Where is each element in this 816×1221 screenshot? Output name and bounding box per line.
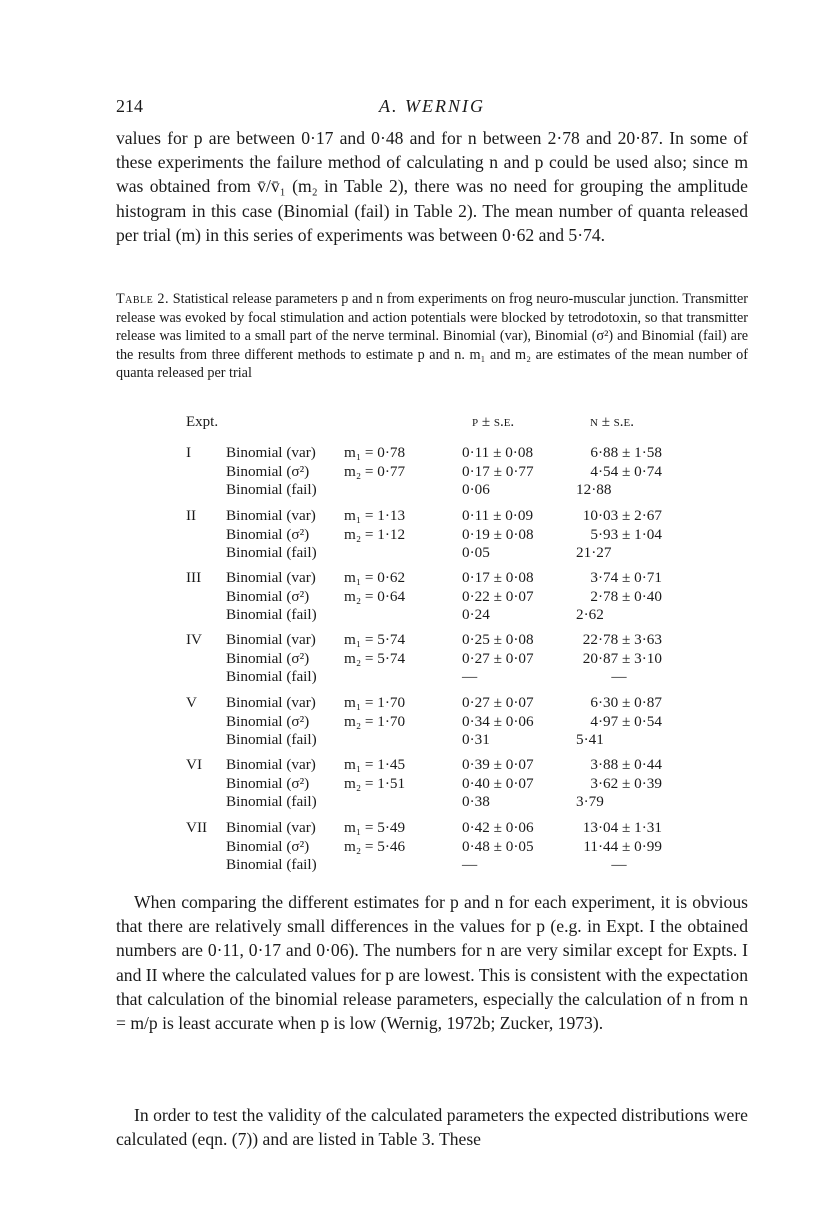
paragraph-validity: In order to test the validity of the calculated parameters the expected distributions were calculated (eqn. (7)) and are listed in Table 3. These [116, 1105, 748, 1150]
cell-n: 5·93 ± 1·04 [590, 525, 662, 543]
cell-m: m₂ = 0·64 [344, 587, 406, 605]
cell-method: Binomial (var) [226, 569, 316, 586]
cell-m: m₂ = 0·77 [344, 462, 406, 480]
table-caption [116, 290, 748, 383]
cell-p: 0·11 ± 0·08 [462, 444, 534, 461]
cell-p: 0·19 ± 0·08 [462, 525, 534, 543]
cell-method: Binomial (fail) [226, 544, 317, 562]
cell-n: — [611, 856, 627, 874]
cell-expt: III [186, 569, 202, 586]
cell-method: Binomial (var) [226, 507, 316, 524]
cell-p: 0·31 [462, 731, 490, 749]
cell-n: 10·03 ± 2·67 [582, 507, 662, 524]
cell-method: Binomial (fail) [226, 668, 317, 686]
cell-p: 0·34 ± 0·06 [462, 712, 534, 730]
cell-n: 21·27 [576, 544, 612, 562]
cell-n: 5·41 [576, 731, 604, 749]
cell-m: m₁ = 0·78 [344, 444, 406, 461]
cell-method: Binomial (σ²) [226, 837, 310, 855]
running-head: A. WERNIG [379, 96, 485, 116]
cell-p: 0·42 ± 0·06 [462, 819, 534, 836]
cell-method: Binomial (var) [226, 694, 316, 711]
cell-p: 0·40 ± 0·07 [462, 774, 534, 792]
cell-expt: VI [186, 756, 203, 773]
cell-n: 3·74 ± 0·71 [590, 569, 662, 586]
cell-p: 0·27 ± 0·07 [462, 694, 534, 711]
cell-method: Binomial (fail) [226, 606, 317, 624]
page-number: 214 [116, 96, 143, 116]
cell-p: 0·17 ± 0·77 [462, 462, 534, 480]
cell-method: Binomial (fail) [226, 793, 317, 811]
cell-expt: I [186, 444, 192, 461]
cell-p: — [462, 668, 478, 686]
table-label: Table 2. [116, 291, 170, 307]
cell-m: m₁ = 5·49 [344, 819, 406, 836]
column-header-expt: Expt. [186, 414, 219, 430]
cell-n: 3·79 [576, 793, 604, 811]
cell-n: 11·44 ± 0·99 [583, 837, 662, 855]
cell-p: — [462, 856, 478, 874]
cell-n: 20·87 ± 3·10 [582, 649, 662, 667]
paragraph-intro: values for p are between 0·17 and 0·48 and for n between 2·78 and 20·87. In some of these experiments the failure method of calculating n and p could be used also; since m was obtained from v̄/v̄₁ (m₂ in Table 2), there was no need for grouping the amplitude histogram in this case (Binomial (fail) in Table 2). The mean number of quanta released per trial (m) in this series of experiments was between 0·62 and 5·74. [116, 128, 748, 245]
cell-p: 0·48 ± 0·05 [462, 837, 534, 855]
cell-method: Binomial (var) [226, 444, 316, 461]
column-header-n: n ± s.e. [590, 414, 635, 430]
cell-method: Binomial (σ²) [226, 649, 310, 667]
cell-m: m₁ = 5·74 [344, 631, 406, 648]
cell-m: m₂ = 1·70 [344, 712, 406, 730]
cell-expt: IV [186, 631, 203, 648]
cell-m: m₂ = 5·46 [344, 837, 406, 855]
cell-p: 0·22 ± 0·07 [462, 587, 534, 605]
cell-n: 12·88 [576, 481, 612, 499]
cell-p: 0·05 [462, 544, 490, 562]
cell-method: Binomial (σ²) [226, 774, 310, 792]
cell-n: 13·04 ± 1·31 [582, 819, 662, 836]
cell-expt: V [186, 694, 197, 711]
cell-m: m₁ = 1·13 [344, 507, 406, 524]
cell-n: 2·78 ± 0·40 [590, 587, 662, 605]
cell-n: 6·30 ± 0·87 [590, 694, 662, 711]
cell-p: 0·38 [462, 793, 490, 811]
cell-n: 22·78 ± 3·63 [582, 631, 662, 648]
column-header-p: p ± s.e. [472, 414, 515, 430]
cell-expt: II [186, 507, 197, 524]
table-caption-text: Statistical release parameters p and n from experiments on frog neuro-muscular junction. Transmitter release was evoked by focal stimulation and action potentials were blocked by tetrodotoxin, so that transmitter release was limited to a small part of the nerve terminal. Binomial (var), Binomial (σ²) and Binomial (fail) are the results from three different methods to estimate p and n. m₁ and m₂ are estimates of the mean number of quanta released per trial [116, 291, 749, 382]
cell-n: 2·62 [576, 606, 604, 624]
cell-p: 0·11 ± 0·09 [462, 507, 534, 524]
cell-method: Binomial (var) [226, 756, 316, 773]
cell-p: 0·24 [462, 606, 490, 624]
cell-m: m₂ = 5·74 [344, 649, 406, 667]
cell-m: m₂ = 1·12 [344, 525, 406, 543]
cell-method: Binomial (σ²) [226, 462, 310, 480]
cell-method: Binomial (fail) [226, 481, 317, 499]
cell-n: 6·88 ± 1·58 [590, 444, 662, 461]
cell-p: 0·39 ± 0·07 [462, 756, 534, 773]
cell-method: Binomial (σ²) [226, 525, 310, 543]
cell-n: 4·54 ± 0·74 [590, 462, 662, 480]
cell-p: 0·25 ± 0·08 [462, 631, 534, 648]
cell-m: m₁ = 1·70 [344, 694, 406, 711]
cell-expt: VII [186, 819, 208, 836]
cell-p: 0·17 ± 0·08 [462, 569, 534, 586]
cell-method: Binomial (fail) [226, 731, 317, 749]
cell-p: 0·27 ± 0·07 [462, 649, 534, 667]
cell-p: 0·06 [462, 481, 490, 499]
cell-n: 3·62 ± 0·39 [590, 774, 662, 792]
cell-method: Binomial (fail) [226, 856, 317, 874]
page-header [116, 96, 748, 122]
cell-method: Binomial (σ²) [226, 587, 310, 605]
cell-n: — [611, 668, 627, 686]
cell-n: 4·97 ± 0·54 [590, 712, 662, 730]
cell-m: m₁ = 1·45 [344, 756, 406, 773]
cell-method: Binomial (var) [226, 631, 316, 648]
cell-method: Binomial (σ²) [226, 712, 310, 730]
cell-n: 3·88 ± 0·44 [590, 756, 662, 773]
paragraph-comparison: When comparing the different estimates for p and n for each experiment, it is obvious that there are relatively small differences in the values for p (e.g. in Expt. I the obtained numbers are 0·11, 0·17 and 0·06). The numbers for n are very similar except for Expts. I and II where the calculated values for p are lowest. This is consistent with the expectation that calculation of the binomial release parameters, especially the calculation of n from n = m/p is least accurate when p is low (Wernig, 1972b; Zucker, 1973). [116, 892, 748, 1034]
cell-m: m₂ = 1·51 [344, 774, 406, 792]
cell-m: m₁ = 0·62 [344, 569, 406, 586]
cell-method: Binomial (var) [226, 819, 316, 836]
